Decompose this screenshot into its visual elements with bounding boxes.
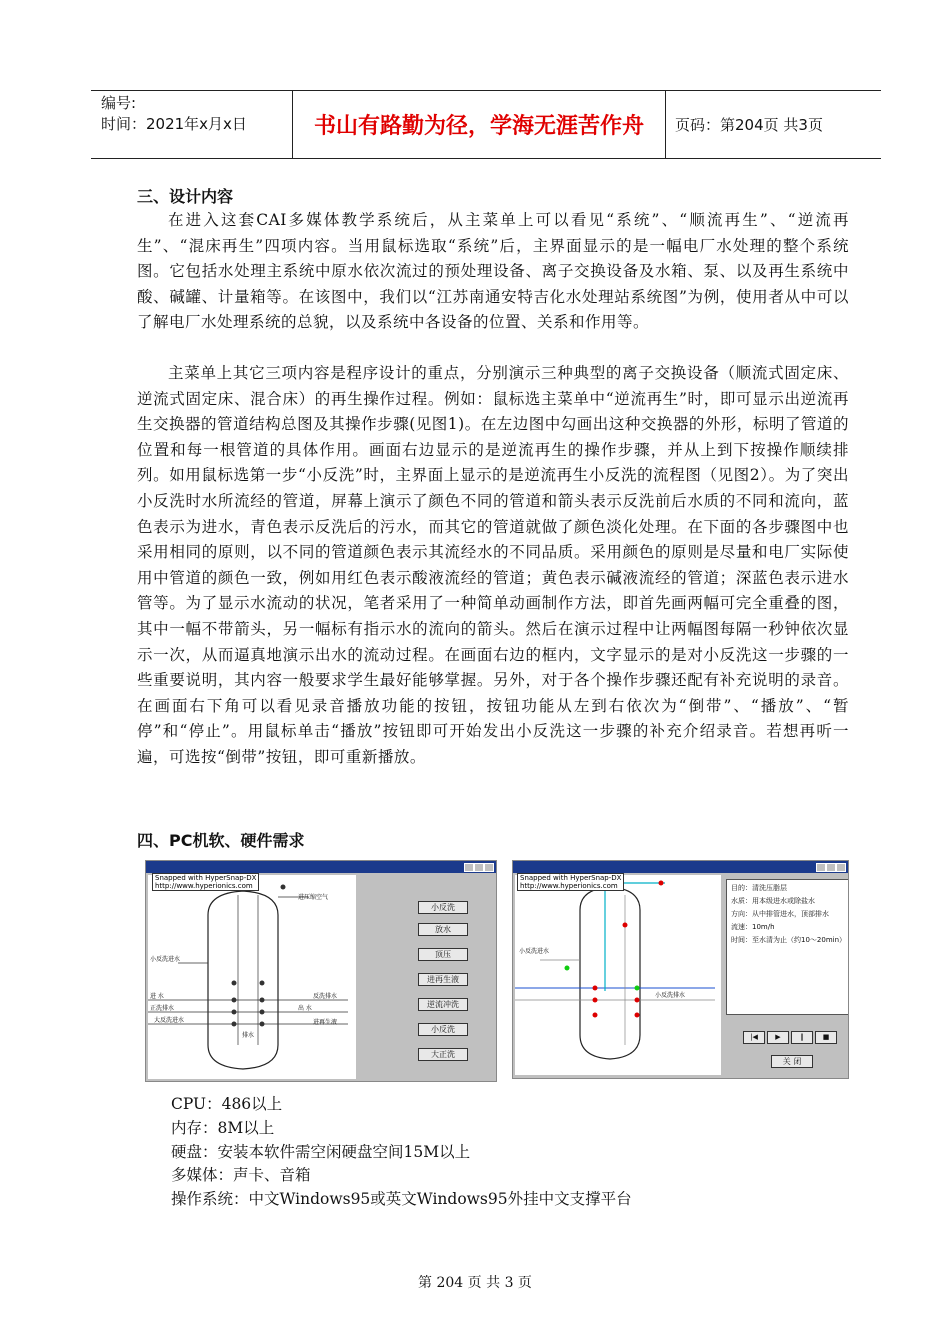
pause-button[interactable]: ‖ (791, 1031, 813, 1044)
label-backwash-out: 反洗排水 (313, 993, 338, 1000)
section3-para1: 在进入这套CAI多媒体教学系统后，从主菜单上可以看见“系统”、“顺流再生”、“逆流再生”、“混床再生”四项内容。当用鼠标选取“系统”后，主界面显示的是一幅电厂水处理的整个系统图。它包括水处理主系统中原水依次流过的预处理设备、离子交换设备及水箱、泵、以及再生系统中酸、碱罐、计量箱等。在该图中，我们以“江苏南通安特吉化水处理站系统图”为例，使用者从中可以了解电厂水处理系统的总貌，以及系统中各设备的位置、关系和作用等。 (137, 211, 849, 332)
req-disk: 硬盘：安装本软件需空闲硬盘空间15M以上 (171, 1143, 471, 1161)
page-header (91, 90, 881, 159)
section3-heading: 三、设计内容 (137, 187, 234, 206)
close-icon (836, 863, 846, 872)
req-multimedia: 多媒体：声卡、音箱 (171, 1166, 311, 1184)
req-os: 操作系统：中文Windows95或英文Windows95外挂中文支撑平台 (171, 1190, 632, 1208)
info-velocity: 流速：10m/h (731, 923, 775, 931)
minimize-icon (816, 863, 826, 872)
section4-heading: 四、PC机软、硬件需求 (137, 831, 305, 850)
figure1-diagram (148, 875, 356, 1079)
stop-button[interactable]: ■ (815, 1031, 837, 1044)
play-button[interactable]: ▶ (767, 1031, 789, 1044)
section3-para2: 主菜单上其它三项内容是程序设计的重点，分别演示三种典型的离子交换设备（顺流式固定床、逆流式固定床、混合床）的再生操作过程。例如：鼠标选主菜单中“逆流再生”时，即可显示出逆流再生交换器的管道结构总图及其操作步骤(见图1)。在左边图中勾画出这种交换器的外形，标明了管道的位置和每一根管道的具体作用。画面右边显示的是逆流再生的操作步骤，并从上到下按操作顺续排列。如用鼠标选第一步“小反洗”时，主界面上显示的是逆流再生小反洗的流程图（见图2）。为了突出小反洗时水所流经的管道，屏幕上演示了颜色不同的管道和箭头表示反洗前后水质的不同和流向，蓝色表示为进水，青色表示反洗后的污水，而其它的管道就做了颜色淡化处理。在下面的各步骤图中也采用相同的原则，以不同的管道颜色表示其流经水的不同品质。采用颜色的原则是尽量和电厂实际使用中管道的颜色一致，例如用红色表示酸液流经的管道；黄色表示碱液流经的管道；深蓝色表示进水管等。为了显示水流动的状况，笔者采用了一种简单动画制作方法，即首先画两幅可完全重叠的图，其中一幅不带箭头，另一幅标有指示水的流向的箭头。然后在演示过程中让两幅图每隔一秒钟依次显示一次，从而逼真地演示出水的流动过程。在画面右边的框内，文字显示的是对小反洗这一步骤的一些重要说明，其内容一般要求学生最好能够掌握。另外，对于各个操作步骤还配有补充说明的录音。在画面右下角可以看见录音播放功能的按钮，按钮功能从左到右依次为“倒带”、“播放”、“暂停”和“停止”。用鼠标单击“播放”按钮即可开始发出小反洗这一步骤的补充介绍录音。若想再听一遍，可选按“倒带”按钮，即可重新播放。 (137, 364, 849, 766)
step-button-small-backwash[interactable]: 小反洗 (418, 901, 468, 914)
label-rinse-out: 正洗排水 (150, 1005, 175, 1012)
backwash-flow-diagram (515, 875, 721, 1075)
rewind-button[interactable]: |◀ (743, 1031, 765, 1044)
number-label: 编号: (101, 94, 137, 112)
figure1-titlebar (146, 861, 496, 873)
req-cpu: CPU：486以上 (171, 1095, 283, 1113)
maximize-icon (826, 863, 836, 872)
label-air: 进压缩空气 (298, 894, 329, 901)
header-left (101, 93, 247, 135)
step-button-drain[interactable]: 放水 (418, 923, 468, 936)
maximize-icon (474, 863, 484, 872)
figure2-diagram (515, 875, 721, 1075)
label-big-backwash-in: 大反洗进水 (154, 1017, 185, 1024)
step-info-panel (726, 879, 849, 1015)
step-button-regen[interactable]: 进再生液 (418, 973, 468, 986)
figure1-screenshot (145, 860, 497, 1082)
req-memory: 内存：8M以上 (171, 1119, 275, 1137)
figure2-titlebar (513, 861, 848, 873)
minimize-icon (464, 863, 474, 872)
exchanger-diagram (148, 875, 356, 1079)
label-backwash-in: 小反洗进水 (519, 948, 550, 955)
snap-watermark: Snapped with HyperSnap-DX http://www.hyperionics.com (152, 873, 259, 891)
info-direction: 方向：从中排管进水，顶部排水 (731, 910, 829, 918)
step-button-top-pressure[interactable]: 顶压 (418, 948, 468, 961)
close-button[interactable]: 关 闭 (771, 1055, 813, 1068)
audio-controls (743, 1031, 837, 1044)
header-motto: 书山有路勤为径，学海无涯苦作舟 (313, 114, 644, 139)
step-button-small-backwash-2[interactable]: 小反洗 (418, 1023, 468, 1036)
label-inlet: 进 水 (150, 993, 164, 1000)
close-icon (484, 863, 494, 872)
label-outlet: 出 水 (298, 1005, 312, 1012)
step-button-big-rinse[interactable]: 大正洗 (418, 1048, 468, 1061)
label-drain: 排水 (242, 1032, 255, 1039)
label-backwash-out: 小反洗排水 (655, 992, 686, 999)
label-regen-in: 进再生液 (313, 1019, 338, 1026)
info-purpose: 目的：清洗压脂层 (731, 884, 787, 892)
info-water: 水质：用本级进水或除盐水 (731, 897, 815, 905)
time-label: 时间：2021年x月x日 (101, 115, 247, 133)
label-backwash-in: 小反洗进水 (150, 956, 181, 963)
snap-watermark: Snapped with HyperSnap-DX http://www.hyperionics.com (517, 873, 624, 891)
step-button-counter-rinse[interactable]: 逆流冲洗 (418, 998, 468, 1011)
info-duration: 时间：至水清为止（约10～20min） (731, 936, 847, 944)
page-footer: 第 204 页 共 3 页 (418, 1275, 532, 1291)
header-page-info: 页码：第204页 共3页 (675, 116, 823, 134)
header-divider (665, 91, 666, 158)
figure2-screenshot (512, 860, 849, 1079)
